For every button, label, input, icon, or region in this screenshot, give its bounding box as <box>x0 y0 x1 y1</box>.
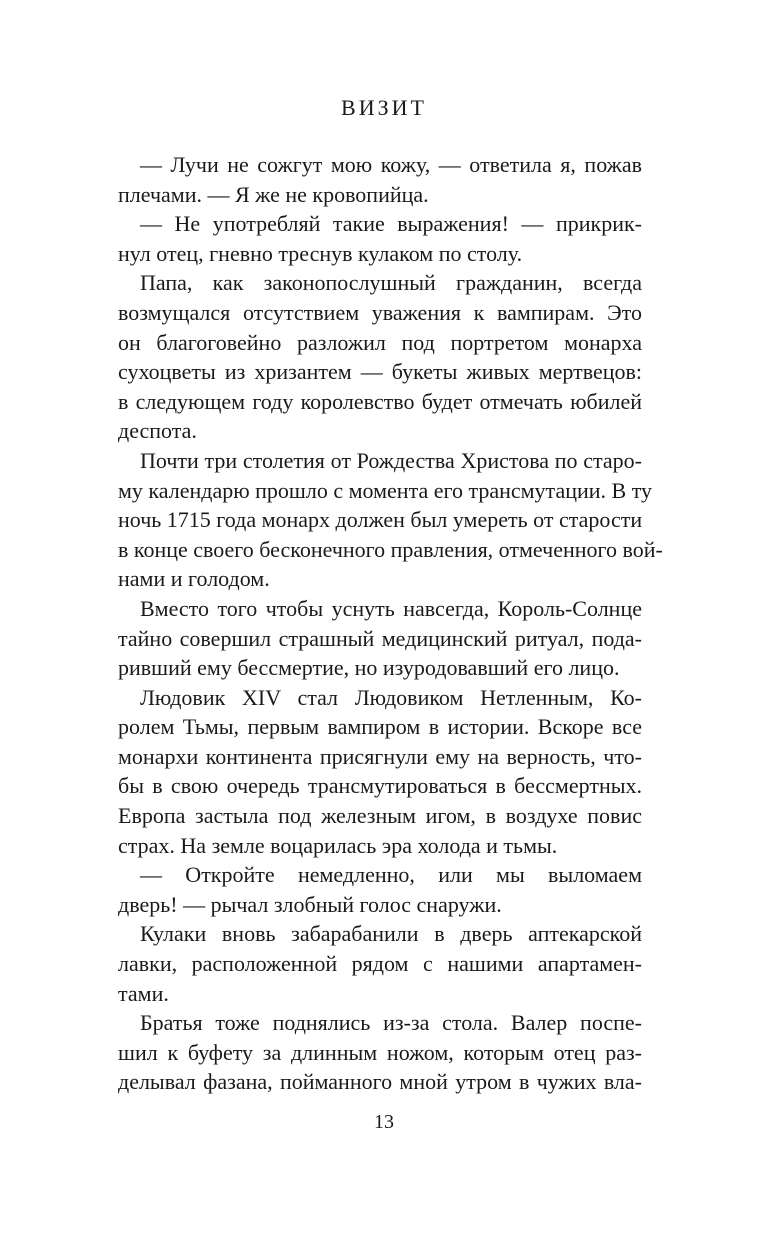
text-line: шил к буфету за длинным ножом, которым отец раз- <box>118 1039 642 1065</box>
text-line: Кулаки вновь забарабанили в дверь аптекарской <box>140 921 642 947</box>
text-line: деспота. <box>118 418 197 444</box>
page-title: ВИЗИТ <box>341 95 427 120</box>
text-line: плечами. — Я же не кровопийца. <box>118 181 429 207</box>
text-line: му календарю прошло с момента его трансмутации. В ту <box>118 477 653 503</box>
text-line: тайно совершил страшный медицинский ритуал, пода- <box>118 625 642 651</box>
text-line: Братья тоже поднялись из-за стола. Валер поспе- <box>140 1010 642 1036</box>
page-number: 13 <box>374 1111 394 1133</box>
text-line: Папа, как законопослушный гражданин, всегда <box>140 270 642 296</box>
text-line: ривший ему бессмертие, но изуродовавший его лицо. <box>118 655 620 681</box>
text-line: монархи континента присягнули ему на верность, что- <box>118 743 642 769</box>
text-line: нул отец, гневно треснув кулаком по столу. <box>118 240 523 266</box>
text-line: лавки, расположенной рядом с нашими апартамен- <box>118 951 642 977</box>
text-line: дверь! — рычал злобный голос снаружи. <box>118 891 502 917</box>
text-line: — Лучи не сожгут мою кожу, — ответила я, пожав <box>140 152 642 177</box>
text-line: бы в свою очередь трансмутироваться в бессмертных. <box>118 773 642 799</box>
text-line: Людовик XIV стал Людовиком Нетленным, Ко- <box>140 684 642 710</box>
text-line: делывал фазана, пойманного мной утром в чужих вла- <box>118 1069 642 1095</box>
text-line: Почти три столетия от Рождества Христова по старо- <box>140 447 642 473</box>
text-line: он благоговейно разложил под портретом монарха <box>118 329 642 355</box>
text-line: сухоцветы из хризантем — букеты живых мертвецов: <box>118 359 642 385</box>
text-line: — Не употребляй такие выражения! — прикрик- <box>140 211 642 237</box>
text-line: нами и голодом. <box>118 566 270 592</box>
text-line: Европа застыла под железным игом, в воздухе повис <box>118 803 642 829</box>
text-line: в конце своего бесконечного правления, отмеченного вой- <box>118 536 663 562</box>
text-line: страх. На земле воцарилась эра холода и тьмы. <box>118 832 558 858</box>
text-line: в следующем году королевство будет отмечать юбилей <box>118 388 642 414</box>
text-line: ролем Тьмы, первым вампиром в истории. Вскоре все <box>118 714 642 740</box>
text-line: Вместо того чтобы уснуть навсегда, Король-Солнце <box>140 595 642 621</box>
text-line: возмущался отсутствием уважения к вампирам. Это <box>118 299 642 325</box>
text-line: — Откройте немедленно, или мы выломаем <box>140 862 642 888</box>
text-column <box>118 150 663 1097</box>
text-line: тами. <box>118 980 169 1006</box>
text-line: ночь 1715 года монарх должен был умереть от старости <box>118 507 643 533</box>
